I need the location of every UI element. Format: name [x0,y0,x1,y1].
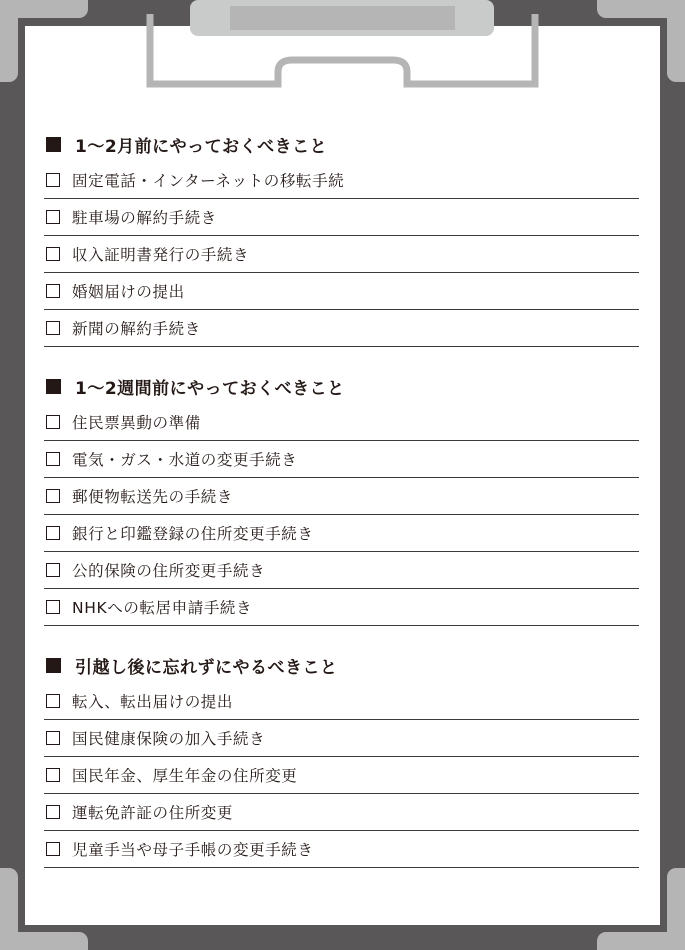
item-label: 郵便物転送先の手続き [72,488,234,506]
checkbox-icon[interactable] [46,731,60,745]
section-after-moving [44,647,639,868]
square-bullet-icon [46,137,61,152]
checklist-item[interactable] [44,273,639,310]
item-label: 固定電話・インターネットの移転手続 [72,172,345,190]
checkbox-icon[interactable] [46,694,60,708]
checklist-item[interactable] [44,589,639,626]
checkbox-icon[interactable] [46,526,60,540]
checklist-item[interactable] [44,552,639,589]
section-title [44,126,639,162]
checkbox-icon[interactable] [46,768,60,782]
checklist-item[interactable] [44,720,639,757]
item-label: 国民年金、厚生年金の住所変更 [72,767,298,785]
corner-top-right-edge [667,0,685,82]
item-label: 児童手当や母子手帳の変更手続き [72,841,314,859]
checkbox-icon[interactable] [46,563,60,577]
checkbox-icon[interactable] [46,600,60,614]
section-1-2-weeks [44,368,639,626]
checkbox-icon[interactable] [46,489,60,503]
item-label: 新聞の解約手続き [72,320,201,338]
item-label: 運転免許証の住所変更 [72,804,234,822]
section-title [44,647,639,683]
checklist-item[interactable] [44,199,639,236]
checklist-item[interactable] [44,236,639,273]
corner-bottom-left-edge [0,868,18,950]
checklist-item[interactable] [44,162,639,199]
item-label: 転入、転出届けの提出 [72,693,234,711]
checklist-item[interactable] [44,794,639,831]
checklist-item[interactable] [44,310,639,347]
checkbox-icon[interactable] [46,805,60,819]
section-1-2-months [44,126,639,347]
checklist-item[interactable] [44,478,639,515]
checkbox-icon[interactable] [46,321,60,335]
checkbox-icon[interactable] [46,284,60,298]
checkbox-icon[interactable] [46,210,60,224]
item-label: 婚姻届けの提出 [72,283,185,301]
item-label: 国民健康保険の加入手続き [72,730,266,748]
square-bullet-icon [46,658,61,673]
checklist-item[interactable] [44,404,639,441]
checkbox-icon[interactable] [46,173,60,187]
checklist-item[interactable] [44,831,639,868]
item-label: 銀行と印鑑登録の住所変更手続き [72,525,314,543]
corner-top-left-edge [0,0,18,82]
checklist-item[interactable] [44,515,639,552]
section-title-text: 1〜2月前にやっておくべきこと [75,136,328,157]
checklist [44,126,639,889]
square-bullet-icon [46,379,61,394]
checkbox-icon[interactable] [46,842,60,856]
item-label: NHKへの転居申請手続き [72,599,253,617]
checklist-item[interactable] [44,441,639,478]
checkbox-icon[interactable] [46,247,60,261]
item-label: 公的保険の住所変更手続き [72,562,266,580]
corner-bottom-right-edge [667,868,685,950]
item-label: 収入証明書発行の手続き [72,246,250,264]
checkbox-icon[interactable] [46,452,60,466]
checkbox-icon[interactable] [46,415,60,429]
item-label: 駐車場の解約手続き [72,209,217,227]
section-title-text: 引越し後に忘れずにやるべきこと [75,657,338,678]
section-title-text: 1〜2週間前にやっておくべきこと [75,378,345,399]
section-title [44,368,639,404]
item-label: 住民票異動の準備 [72,414,201,432]
item-label: 電気・ガス・水道の変更手続き [72,451,298,469]
checklist-item[interactable] [44,757,639,794]
checklist-item[interactable] [44,683,639,720]
